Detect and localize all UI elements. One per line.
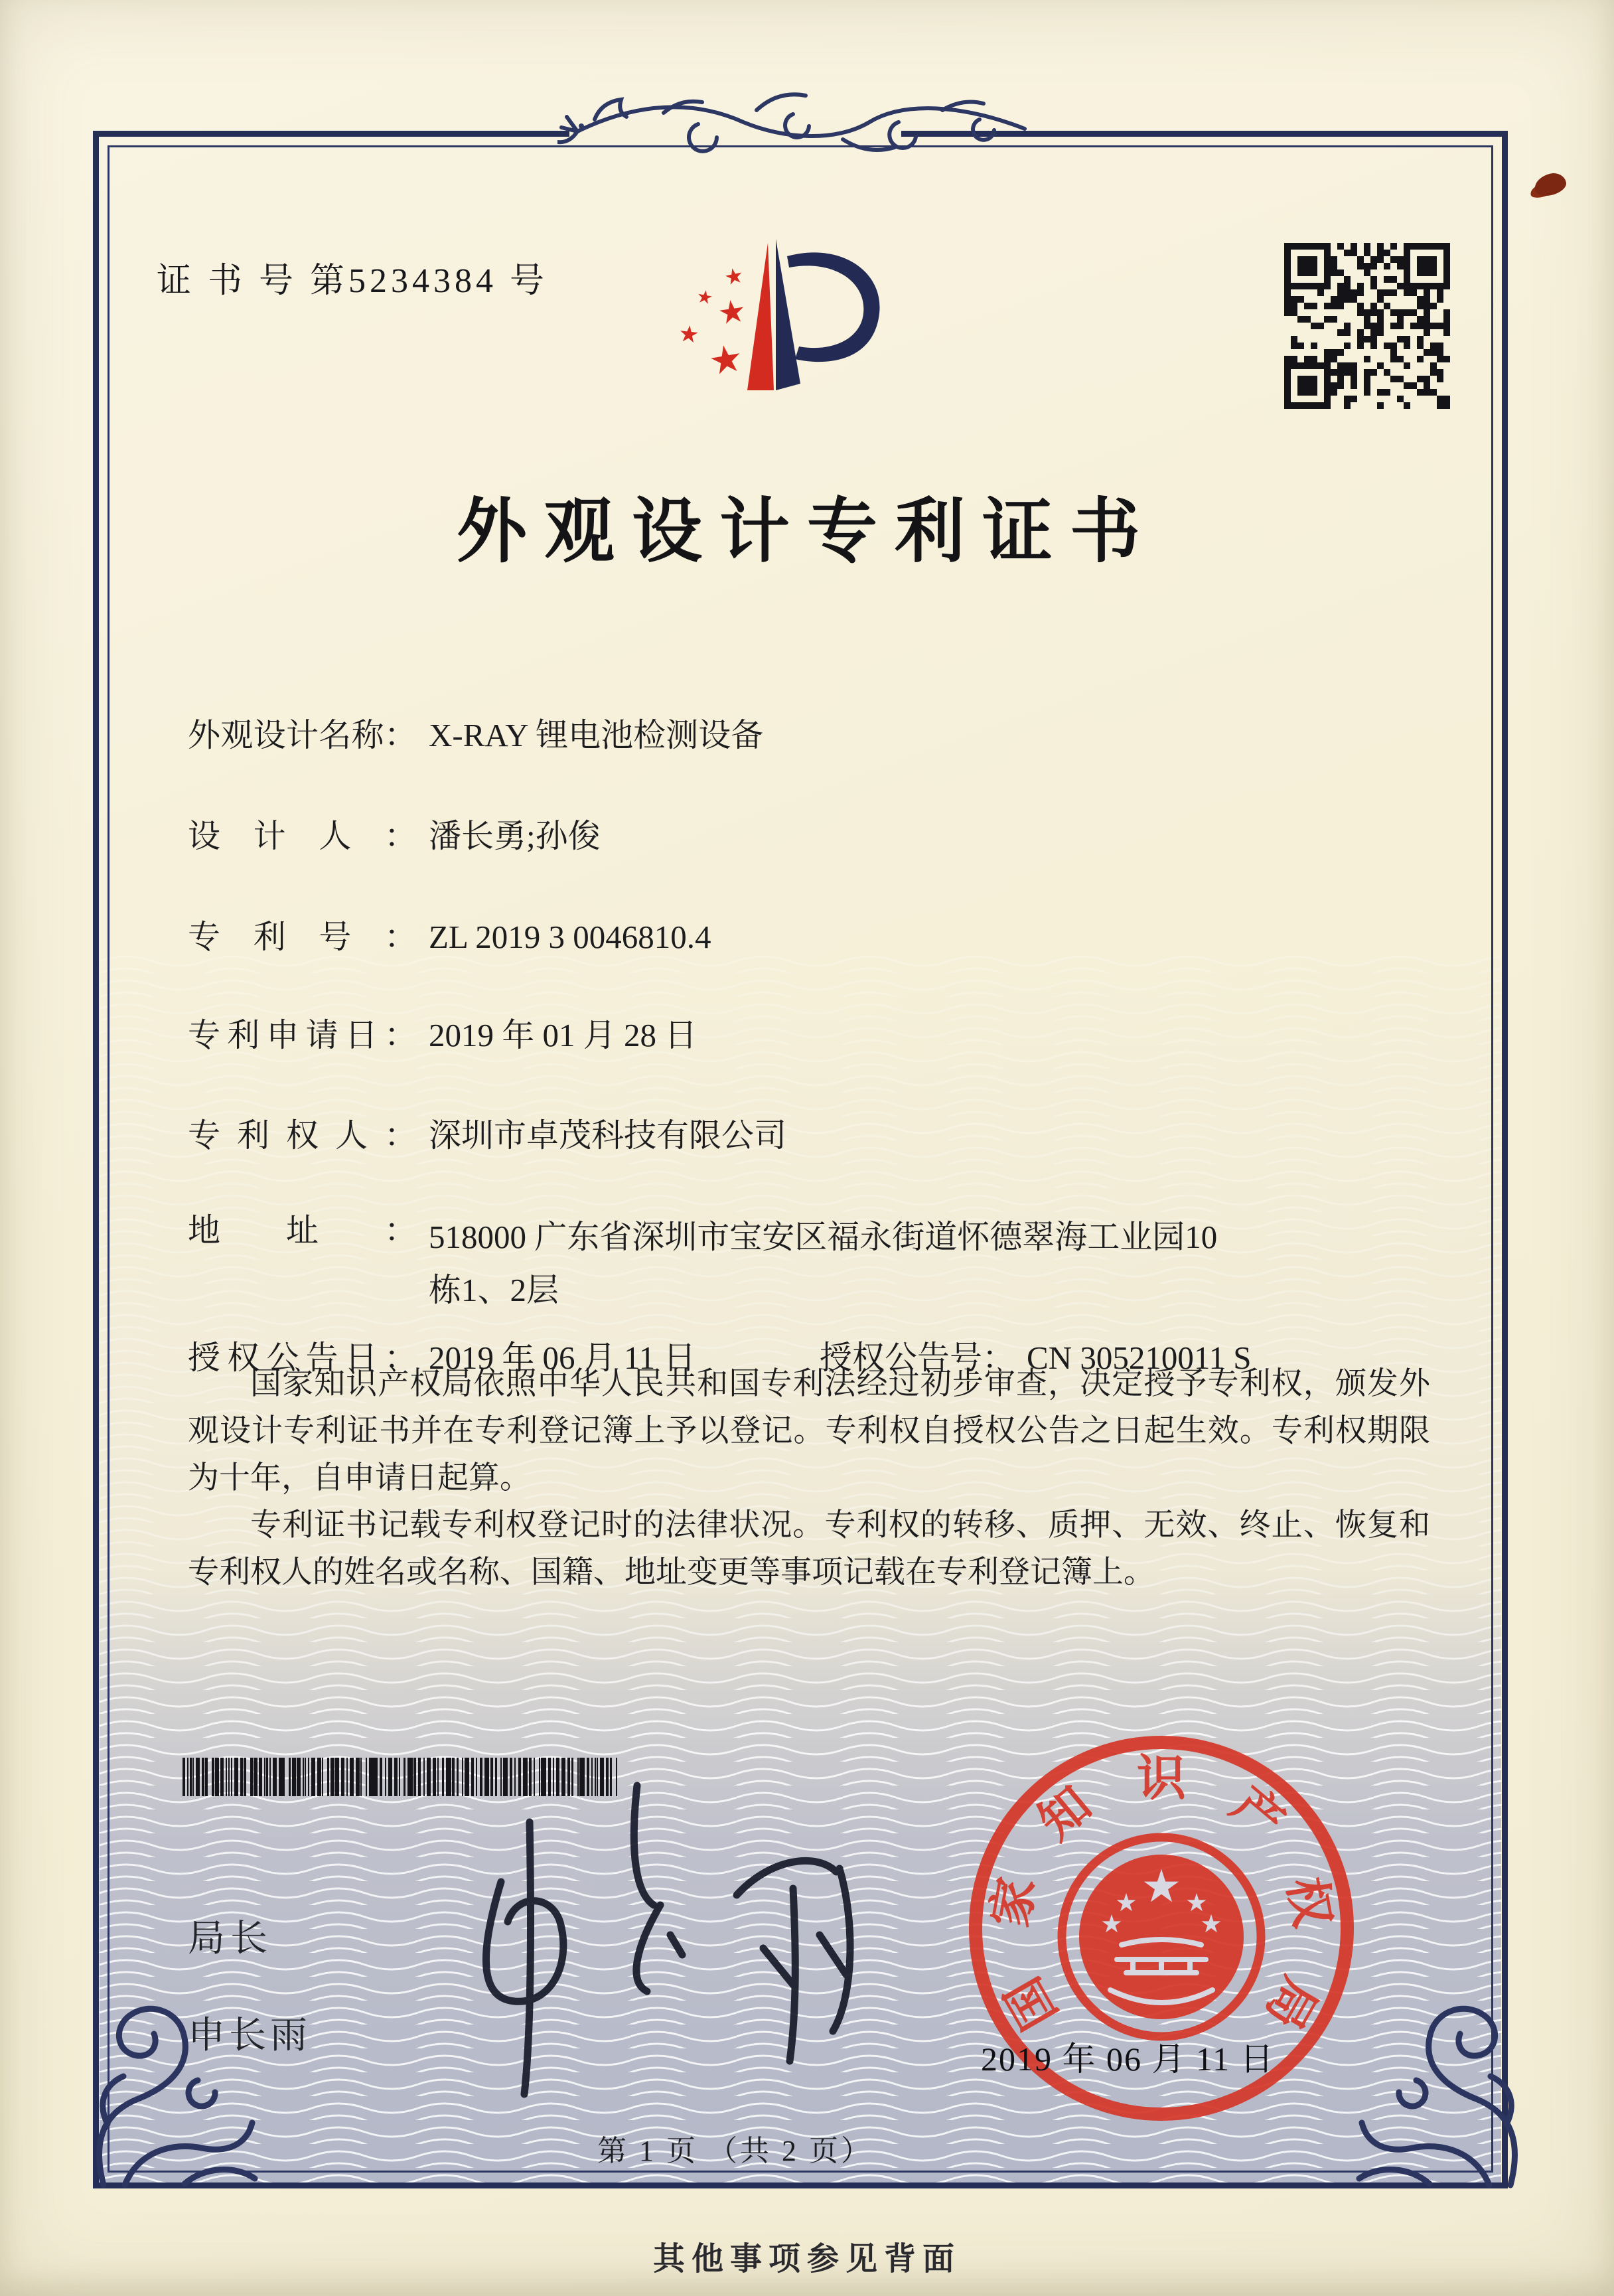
- dragon-ornament-icon: [557, 73, 1049, 186]
- seal-char: 识: [1137, 1752, 1186, 1806]
- field-label: 设计人：: [188, 818, 417, 854]
- field-label: 专利权人：: [188, 1117, 417, 1154]
- field-label: 授权公告号：: [820, 1339, 1015, 1376]
- field-value: ZL 2019 3 0046810.4: [429, 919, 711, 955]
- field-label: 专利申请日：: [188, 1017, 417, 1053]
- field-design-name: [188, 716, 763, 755]
- seal-char: 局: [1254, 1967, 1327, 2038]
- body-paragraph-1: 国家知识产权局依照中华人民共和国专利法经过初步审查，决定授予专利权，颁发外观设计专利证书并在专利登记簿上予以登记。专利权自授权公告之日起生效。专利权期限为十年，自申请日起算。: [188, 1367, 1430, 1495]
- field-label: 外观设计名称：: [188, 717, 417, 753]
- field-value: X-RAY 锂电池检测设备: [429, 717, 764, 753]
- field-value: [429, 1211, 1252, 1317]
- body-paragraph-2: 专利证书记载专利权登记时的法律状况。专利权的转移、质押、无效、终止、恢复和专利权人的姓名或名称、国籍、地址变更等事项记载在专利登记簿上。: [188, 1508, 1430, 1590]
- national-emblem-icon: [1062, 1837, 1261, 2036]
- address-line-1: 518000 广东省深圳市宝安区福永街道怀德翠海工业园10: [429, 1219, 1218, 1255]
- director-title: 局长: [188, 1917, 273, 1959]
- field-value: 深圳市卓茂科技有限公司: [429, 1117, 787, 1154]
- back-note: 其他事项参见背面: [652, 2242, 961, 2277]
- field-address: [188, 1211, 1252, 1317]
- certificate-number: 证 书 号 第5234384 号: [157, 262, 549, 300]
- body-text: [188, 1361, 1430, 1596]
- paper-blemish: [1532, 171, 1568, 198]
- seal-char: 知: [1029, 1777, 1102, 1851]
- field-value: 2019 年 06 月 11 日: [429, 1339, 696, 1376]
- qr-code: [1284, 243, 1450, 409]
- field-patent-number: [188, 917, 711, 957]
- address-line-2: 栋1、2层: [429, 1272, 559, 1308]
- field-value: CN 305210011 S: [1027, 1339, 1252, 1376]
- director-name: 申长雨: [188, 2014, 311, 2056]
- page-title: 外观设计专利证书: [457, 493, 1157, 571]
- page-number: 第 1 页 （共 2 页）: [597, 2135, 873, 2167]
- field-designer: [188, 816, 601, 856]
- field-label: 地址：: [188, 1212, 417, 1249]
- field-value: 潘长勇;孙俊: [429, 818, 601, 854]
- seal-char: 产: [1220, 1777, 1294, 1851]
- seal-char: 权: [1277, 1873, 1340, 1932]
- cnipa-logo-icon: [664, 226, 889, 405]
- field-filing-date: [188, 1016, 697, 1055]
- signature-icon: [431, 1766, 869, 2111]
- field-value: 2019 年 01 月 28 日: [429, 1017, 697, 1053]
- seal-char: 家: [983, 1873, 1046, 1932]
- field-label: 专利号：: [188, 919, 417, 955]
- field-label: 授权公告日：: [188, 1339, 417, 1376]
- seal-char: 国: [996, 1967, 1068, 2038]
- seal-date: 2019 年 06 月 11 日: [981, 2040, 1275, 2078]
- field-patentee: [188, 1116, 786, 1156]
